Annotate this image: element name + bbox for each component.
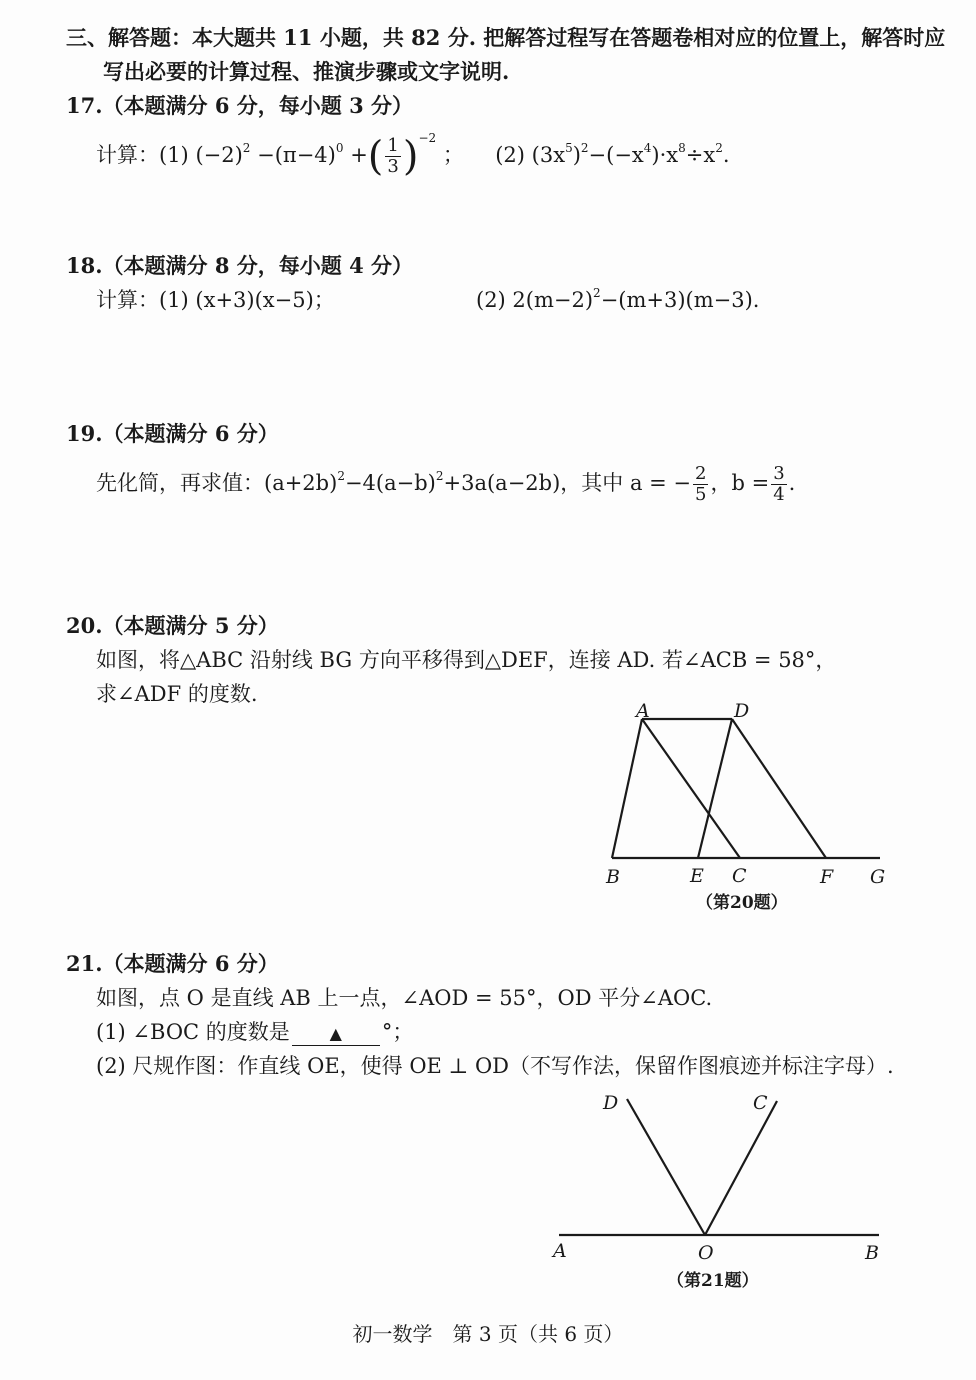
q21-figure [545,1085,890,1270]
q21-label-d: D [603,1092,619,1114]
q20-segment-df [732,719,826,858]
q20-header: 20.（本题满分 5 分） [66,613,279,638]
q20-label-d: D [734,700,750,722]
q20-segment-ab [612,719,642,858]
q19-text-e: . [788,471,796,495]
q17-p2-e3: 4 [643,141,652,155]
q19-body [96,464,795,505]
q17-p2-e: ÷x [685,143,716,167]
q17-header: 17.（本题满分 6 分，每小题 3 分） [66,93,414,118]
q17-p2-f: . [722,143,730,167]
q21-part2: (2) 尺规作图：作直线 OE，使得 OE ⊥ OD（不写作法，保留作图痕迹并标注字母）. [96,1054,894,1078]
q18-part1: 计算：(1) (x+3)(x−5)； [96,288,335,312]
q20-caption: （第20题） [696,893,788,913]
q17-body: 计算：(1) $(-2)^2 -(\pi-4)^0$ +( $\frac{1}{3}$ )$^{-2}$ ； (2) $(3x^5)^2-(-x^4)\cdot x^8\div x^2$. [96,131,730,180]
q20-segment-de [698,719,732,858]
q19-text-a: 先化简，再求值：(a+2b) [96,471,338,495]
q20-lines [612,719,880,858]
q21-part1 [96,1018,413,1046]
q21-ray-od [627,1099,705,1235]
q20-figure [590,695,900,895]
q21-label-a: A [553,1240,567,1262]
q17-p2-c: −(−x [588,143,644,167]
q19-frac-a [693,464,708,505]
q17-p1-exp-b: 0 [335,141,344,155]
q21-label-b: B [865,1242,879,1264]
section-title-cont: 写出必要的计算过程、推演步骤或文字说明. [103,59,510,84]
q19-text-b: −4(a−b) [344,471,436,495]
page-footer: 初一数学 第 3 页（共 6 页） [352,1322,624,1346]
q21-header: 21.（本题满分 6 分） [66,951,279,976]
q20-line2: 求∠ADF 的度数. [96,682,258,706]
q18-header: 18.（本题满分 8 分，每小题 4 分） [66,253,414,278]
q19-f2-num: 3 [773,463,785,484]
q19-header: 19.（本题满分 6 分） [66,421,279,446]
section-title: 三、解答题：本大题共 11 小题，共 82 分. 把解答过程写在答题卷相对应的位置上，解答时应 [66,25,946,50]
q19-text-c: +3a(a−2b)，其中 a = − [443,471,692,495]
q20-label-c: C [732,865,747,887]
q20-line1: 如图，将△ABC 沿射线 BG 方向平移得到△DEF，连接 AD. 若∠ACB = 58°， [96,648,837,672]
q21-label-o: O [698,1242,714,1264]
q19-f2-den: 4 [773,484,785,505]
q17-p1-b: −(π−4) [257,143,336,167]
q19-e2: 2 [435,469,444,483]
q19-text-d: ，b = [710,471,770,495]
q17-p2-b: ) [572,143,581,167]
q17-sep: ； [442,143,464,167]
q17-p2-e1: 5 [565,141,573,155]
q17-p2-e2: 2 [580,141,589,155]
q20-label-a: A [636,700,650,722]
q19-e1: 2 [337,469,345,483]
q20-label-b: B [606,866,620,888]
q17-p2-e4: 8 [678,141,686,155]
q21-lines [559,1099,879,1235]
q17-frac-num: 1 [387,135,399,156]
q21-part1-b: °； [381,1020,414,1044]
q21-label-c: C [753,1092,768,1114]
q19-f1-num: 2 [695,463,707,484]
q18-part2-b: −(m+3)(m−3). [600,288,760,312]
q17-p2-e5: 2 [715,141,723,155]
q17-p2: (2) (3x [495,143,566,167]
q17-fraction [385,136,400,177]
q18-part2-a: (2) 2(m−2) [476,288,594,312]
q21-part1-a: (1) ∠BOC 的度数是 [96,1020,290,1044]
q21-blank-mark: ▲ [329,1024,342,1043]
q20-label-g: G [870,866,886,888]
q18-part2-exp: 2 [593,286,601,300]
q21-caption: （第21题） [667,1271,759,1291]
q17-p1-c: + [350,143,368,167]
q17-p1-exp-c: −2 [418,131,437,145]
q18-part2 [476,286,759,314]
q19-frac-b [771,464,786,505]
q17-p1-exp-a: 2 [242,141,251,155]
q21-ray-oc [705,1101,777,1235]
q21-line1: 如图，点 O 是直线 AB 上一点，∠AOD = 55°，OD 平分∠AOC. [96,986,713,1010]
q17-prefix: 计算：(1) [96,143,189,167]
q17-p1-a: (−2) [195,143,243,167]
q17-p2-d: )·x [651,143,679,167]
q20-label-f: F [820,866,834,888]
q20-segment-ac [642,719,740,858]
q17-frac-den: 3 [387,156,399,177]
q20-label-e: E [690,865,704,887]
q19-f1-den: 5 [695,484,707,505]
q21-answer-blank[interactable] [292,1021,380,1046]
